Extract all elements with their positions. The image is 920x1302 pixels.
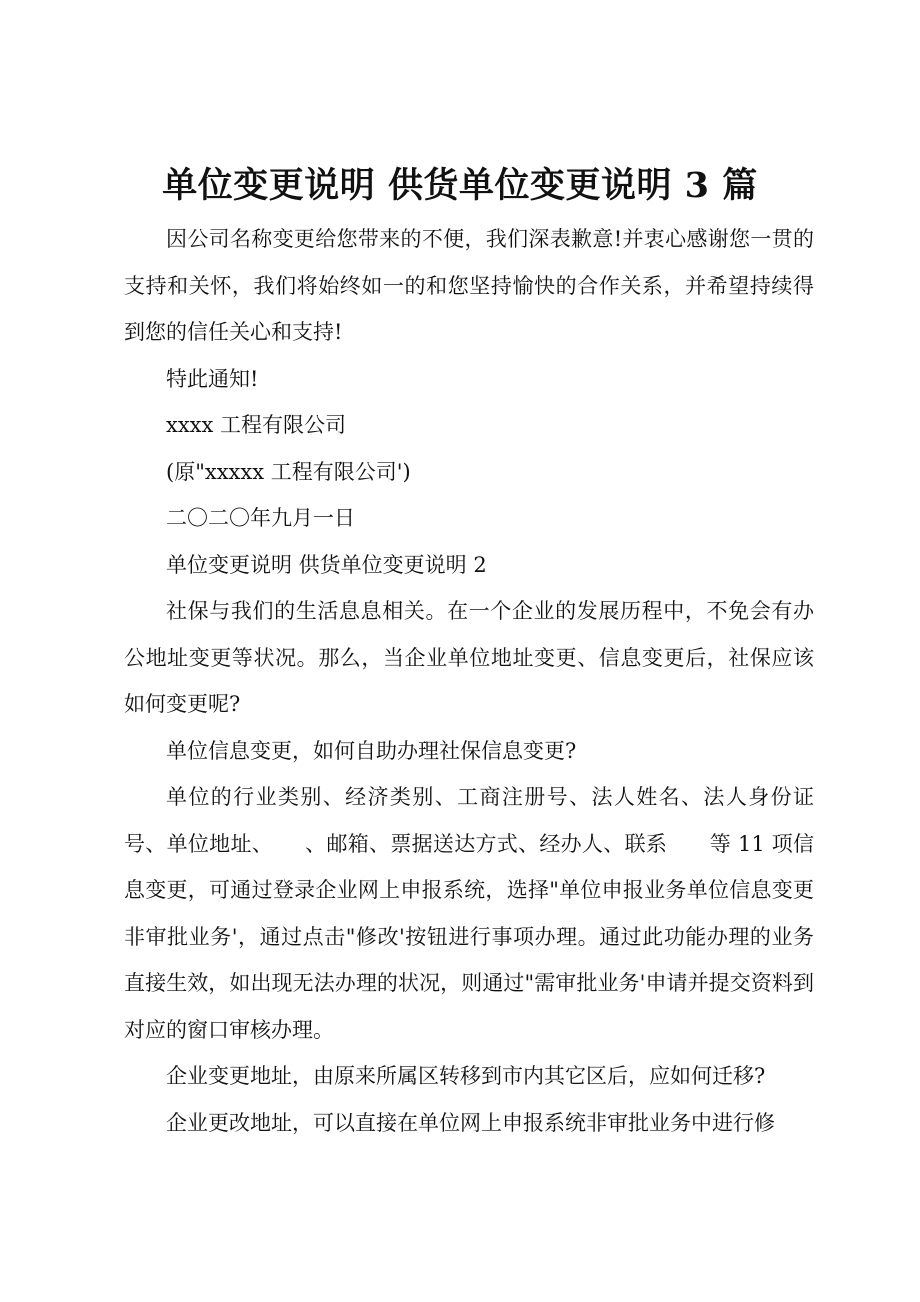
document-title: 单位变更说明 供货单位变更说明 3 篇 [162,165,758,206]
paragraph: 特此通知! [166,366,259,391]
paragraph: 因公司名称变更给您带来的不便，我们深表歉意!并衷心感谢您一贯的支持和关怀，我们将始终如一的和您坚持愉快的合作关系，并希望持续得到您的信任关心和支持! [124,227,814,344]
paragraph: 单位的行业类别、经济类别、工商注册号、法人姓名、法人身份证号、单位地址、 、邮箱、票据送达方式、经办人、联系 等 11 项信息变更，可通过登录企业网上申报系统，选择"单位申报业务单位信息变更非审批业务'，通过点击"修改'按钮进行事项办理。通过此功能办理的业务直接生效，如出现无法办理的状况，则通过"需审批业务'申请并提交资料到对应的窗口审核办理。 [124,785,814,1042]
paragraph: 单位信息变更，如何自助办理社保信息变更? [166,738,577,763]
paragraph: 单位变更说明 供货单位变更说明 2 [166,552,487,577]
paragraph: 二〇二〇年九月一日 [166,506,355,530]
paragraph: 企业更改地址，可以直接在单位网上申报系统非审批业务中进行修 [166,1110,775,1135]
paragraph: (原"xxxxx 工程有限公司') [166,459,411,484]
paragraph: 企业变更地址，由原来所属区转移到市内其它区后，应如何迁移? [166,1064,766,1088]
document-body [124,216,814,1146]
paragraph: 社保与我们的生活息息相关。在一个企业的发展历程中，不免会有办公地址变更等状况。那么，当企业单位地址变更、信息变更后，社保应该如何变更呢? [124,599,814,716]
paragraph: xxxx 工程有限公司 [166,413,347,437]
